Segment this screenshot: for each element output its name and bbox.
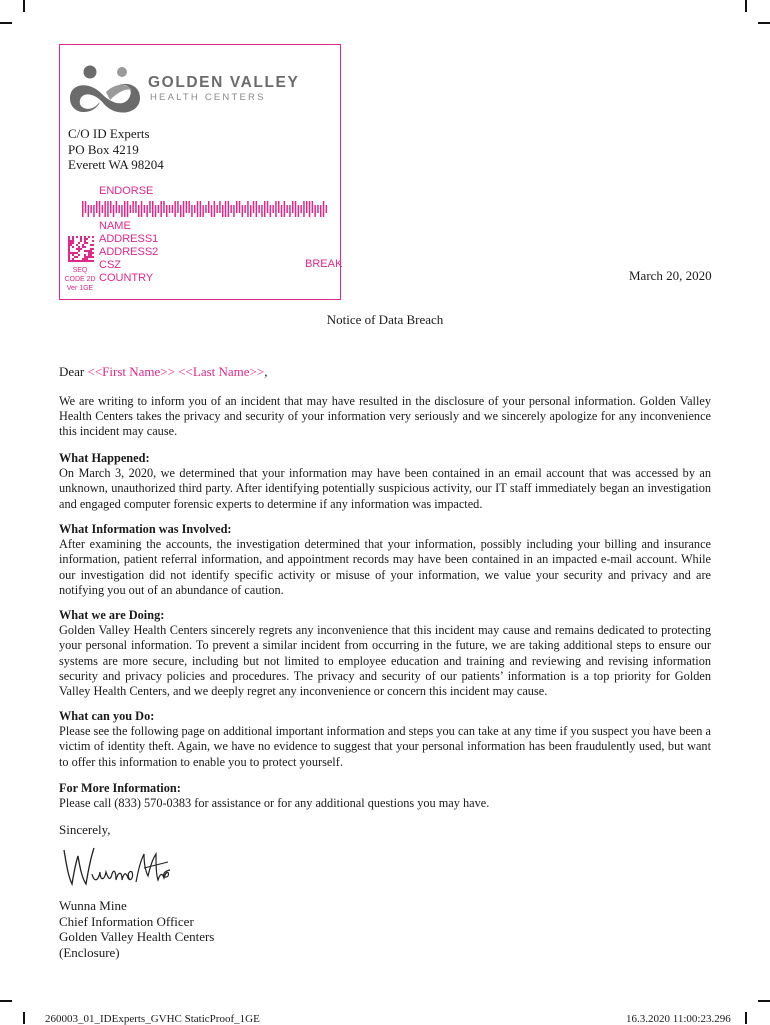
barcode-bar — [155, 205, 157, 217]
matrix-cell — [72, 242, 74, 244]
barcode-bar — [261, 205, 263, 217]
matrix-cell — [92, 252, 94, 254]
barcode-bar — [118, 205, 120, 213]
matrix-cell — [68, 244, 70, 246]
endorse-label: ENDORSE — [99, 185, 154, 197]
barcode-bar — [113, 205, 115, 217]
barcode-bar — [233, 205, 235, 217]
matrix-cell — [80, 238, 82, 240]
salutation — [59, 364, 267, 380]
barcode-bar — [102, 205, 104, 213]
matrix-cell — [80, 240, 82, 242]
matrix-cell — [88, 254, 90, 256]
matrix-cell — [84, 246, 86, 248]
barcode-bar — [281, 205, 283, 217]
barcode-bar — [222, 205, 224, 217]
matrix-cell — [68, 236, 70, 238]
barcode-bar — [169, 205, 171, 213]
matrix-cell — [92, 260, 94, 262]
matrix-cell — [82, 244, 84, 246]
recipient-line: COUNTRY — [99, 272, 154, 284]
recipient-line: ADDRESS2 — [99, 246, 159, 258]
crop-mark-top-left — [23, 0, 25, 12]
matrix-cell — [72, 252, 74, 254]
barcode-bar — [200, 201, 202, 217]
barcode-bar — [219, 201, 221, 213]
section-text: Please see the following page on additional important information and steps you can take at any time if you suspect you have been a victim of identity theft. Again, we have no evidence to suggest that your personal information has been fraudulently used, but want to offer this information to enable you to protect yourself. — [59, 724, 711, 769]
matrix-cell — [88, 252, 90, 254]
matrix-cell — [90, 250, 92, 252]
crop-mark-top-right-h — [758, 22, 770, 24]
barcode-bar — [166, 205, 168, 217]
section-text: Please call (833) 570-0383 for assistance or for any additional questions you may have. — [59, 796, 490, 811]
return-address — [68, 126, 164, 173]
barcode-bar — [211, 205, 213, 217]
barcode-bar — [172, 205, 174, 213]
matrix-cell — [78, 242, 80, 244]
enclosure-note: (Enclosure) — [59, 944, 120, 960]
crop-mark-bottom-left-h — [0, 1000, 12, 1002]
matrix-cell — [76, 260, 78, 262]
matrix-cell — [68, 248, 70, 250]
barcode-bar — [191, 205, 193, 217]
signer-title: Chief Information Officer — [59, 913, 194, 929]
barcode-bar — [93, 205, 95, 217]
recipient-line: ADDRESS1 — [99, 233, 159, 245]
matrix-cell — [84, 254, 86, 256]
barcode-bar — [267, 201, 269, 213]
barcode-bar — [116, 201, 118, 213]
matrix-cell — [92, 244, 94, 246]
matrix-cell — [68, 238, 70, 240]
barcode-bar — [286, 205, 288, 213]
golden-valley-logo-icon — [66, 62, 146, 120]
section-heading: What we are Doing: — [59, 608, 165, 622]
closing: Sincerely, — [59, 822, 111, 837]
barcode-bar — [228, 201, 230, 217]
barcode-bar — [326, 205, 328, 213]
barcode-bar — [284, 201, 286, 217]
barcode-bar — [295, 201, 297, 217]
barcode-bar — [292, 201, 294, 213]
barcode-bar — [303, 201, 305, 217]
barcode-bar — [298, 205, 300, 217]
seq-line: Ver 1GE — [66, 285, 94, 292]
barcode-bar — [135, 201, 137, 213]
matrix-cell — [80, 260, 82, 262]
crop-mark-top-left-h — [0, 22, 12, 24]
recipient-line: NAME — [99, 220, 131, 232]
barcode-bar — [160, 201, 162, 217]
letter-date: March 20, 2020 — [629, 268, 712, 283]
barcode-bar — [127, 201, 129, 217]
barcode-bar — [247, 201, 249, 217]
matrix-cell — [68, 260, 70, 262]
barcode-bar — [202, 205, 204, 217]
barcode-bar — [144, 205, 146, 213]
crop-mark-bottom-right-h — [758, 1000, 770, 1002]
matrix-cell — [88, 250, 90, 252]
seq-line: CODE 2D — [64, 276, 96, 283]
section-text: Golden Valley Health Centers sincerely regrets any inconvenience that this incident may cause and remains dedicated to protecting your personal information. To prevent a similar incident from occurring in the future, we are taking additional steps to ensure our systems are more secure, including but not limited to employee education and training and reviewing and revising information security and privacy policies and procedures. The privacy and security of our patients’ information is a top priority for Golden Valley Health Centers, and we deeply regret any inconvenience or concern this incident may cause. — [59, 623, 711, 699]
barcode-bar — [242, 205, 244, 217]
barcode-bar — [317, 205, 319, 213]
section-heading: What Information was Involved: — [59, 522, 232, 536]
section-what-can-you-do — [59, 709, 711, 770]
barcode-bar — [197, 201, 199, 217]
return-address-line: PO Box 4219 — [68, 141, 139, 157]
matrix-cell — [72, 254, 74, 256]
footer-timestamp: 16.3.2020 11:00:23.296 — [626, 1013, 731, 1025]
barcode-bar — [208, 201, 210, 213]
matrix-cell — [72, 240, 74, 242]
matrix-cell — [86, 260, 88, 262]
barcode-bar — [146, 205, 148, 217]
barcode-bar — [272, 205, 274, 213]
matrix-cell — [70, 242, 72, 244]
matrix-cell — [68, 252, 70, 254]
postal-barcode — [82, 201, 328, 217]
matrix-cell — [68, 242, 70, 244]
barcode-bar — [124, 201, 126, 217]
matrix-cell — [76, 248, 78, 250]
barcode-bar — [239, 201, 241, 213]
matrix-cell — [74, 252, 76, 254]
barcode-bar — [314, 205, 316, 217]
signer-name: Wunna Mine — [59, 898, 127, 913]
matrix-cell — [76, 252, 78, 254]
barcode-bar — [214, 201, 216, 217]
matrix-cell — [92, 236, 94, 238]
crop-mark-bottom-left — [23, 1012, 25, 1024]
matrix-cell — [68, 246, 70, 248]
barcode-bar — [256, 201, 258, 217]
section-what-we-are-doing — [59, 608, 711, 699]
matrix-cell — [86, 258, 88, 260]
matrix-cell — [74, 256, 76, 258]
crop-mark-bottom-right — [745, 1012, 747, 1024]
matrix-cell — [70, 244, 72, 246]
section-more-information — [59, 781, 711, 811]
matrix-cell — [90, 260, 92, 262]
barcode-bar — [244, 205, 246, 213]
matrix-cell — [68, 240, 70, 242]
matrix-cell — [88, 260, 90, 262]
matrix-cell — [86, 238, 88, 240]
section-heading: What Happened: — [59, 451, 150, 465]
matrix-cell — [84, 250, 86, 252]
crop-mark-top-right — [745, 0, 747, 12]
barcode-bar — [107, 201, 109, 217]
matrix-cell — [68, 254, 70, 256]
barcode-bar — [85, 201, 87, 213]
matrix-cell — [90, 256, 92, 258]
barcode-bar — [230, 205, 232, 213]
barcode-bar — [264, 201, 266, 217]
matrix-cell — [90, 248, 92, 250]
barcode-bar — [312, 201, 314, 213]
barcode-bar — [236, 201, 238, 213]
matrix-cell — [68, 258, 70, 260]
barcode-bar — [152, 201, 154, 217]
barcode-bar — [138, 205, 140, 217]
barcode-bar — [225, 201, 227, 217]
matrix-cell — [88, 256, 90, 258]
matrix-cell — [70, 240, 72, 242]
barcode-bar — [158, 205, 160, 213]
matrix-cell — [72, 236, 74, 238]
section-heading: For More Information: — [59, 781, 181, 795]
matrix-cell — [76, 244, 78, 246]
barcode-bar — [121, 205, 123, 217]
logo-subtitle: HEALTH CENTERS — [150, 92, 266, 103]
barcode-bar — [188, 201, 190, 213]
footer-job-id: 260003_01_IDExperts_GVHC StaticProof_1GE — [45, 1013, 260, 1025]
barcode-bar — [323, 201, 325, 217]
matrix-cell — [84, 260, 86, 262]
matrix-cell — [78, 250, 80, 252]
matrix-cell — [84, 238, 86, 240]
barcode-bar — [270, 205, 272, 217]
matrix-cell — [84, 258, 86, 260]
matrix-cell — [92, 248, 94, 250]
recipient-line: CSZ — [99, 259, 121, 271]
salutation-prefix: Dear — [59, 364, 88, 379]
barcode-bar — [141, 201, 143, 217]
matrix-cell — [86, 242, 88, 244]
matrix-cell — [84, 256, 86, 258]
matrix-cell — [78, 254, 80, 256]
matrix-cell — [76, 256, 78, 258]
matrix-cell — [92, 256, 94, 258]
matrix-cell — [68, 256, 70, 258]
barcode-bar — [149, 201, 151, 213]
matrix-cell — [90, 252, 92, 254]
matrix-cell — [78, 246, 80, 248]
barcode-bar — [194, 205, 196, 213]
matrix-cell — [86, 256, 88, 258]
matrix-cell — [86, 250, 88, 252]
barcode-bar — [216, 205, 218, 213]
barcode-bar — [205, 205, 207, 213]
matrix-cell — [92, 240, 94, 242]
matrix-cell — [84, 242, 86, 244]
letter-subject: Notice of Data Breach — [326, 312, 444, 327]
matrix-cell — [80, 236, 82, 238]
matrix-cell — [90, 244, 92, 246]
barcode-bar — [96, 201, 98, 213]
barcode-bar — [250, 205, 252, 217]
barcode-bar — [90, 205, 92, 213]
name-placeholders: <<First Name>> <<Last Name>> — [87, 364, 265, 379]
section-text: On March 3, 2020, we determined that your information may have been contained in an email account that was accessed by an unknown, unauthorized third party. After identifying potentially suspicious activity, our IT staff immediately began an investigation and engaged computer forensic experts to determine if any information was impacted. — [59, 466, 711, 511]
matrix-cell — [72, 260, 74, 262]
barcode-bar — [253, 201, 255, 213]
break-label: BREAK — [305, 258, 343, 270]
matrix-cell — [84, 236, 86, 238]
matrix-cell — [82, 258, 84, 260]
intro-paragraph: We are writing to inform you of an incident that may have resulted in the disclosure of your personal information. Golden Valley Health Centers takes the privacy and security of your information very seriously and we sincerely apologize for any inconvenience this incident may cause. — [59, 394, 711, 439]
barcode-bar — [186, 201, 188, 213]
matrix-cell — [70, 260, 72, 262]
matrix-cell — [78, 260, 80, 262]
matrix-cell — [72, 258, 74, 260]
matrix-cell — [70, 252, 72, 254]
2d-matrix-code — [68, 236, 94, 262]
barcode-bar — [320, 205, 322, 217]
barcode-bar — [130, 205, 132, 213]
recipient-address — [99, 220, 158, 285]
section-text: After examining the accounts, the investigation determined that your information, possibly including your billing and insurance information, patient referral information, and appointment records may have been contained in an impacted e-mail account. While our investigation did not identify specific activity or misuse of your information, we value your security and privacy and are notifying you out of an abundance of caution. — [59, 537, 711, 597]
barcode-bar — [82, 201, 84, 217]
barcode-bar — [88, 205, 90, 217]
handwritten-signature — [60, 842, 172, 890]
barcode-bar — [99, 201, 101, 217]
return-address-line: C/O ID Experts — [68, 126, 150, 141]
barcode-bar — [278, 201, 280, 213]
matrix-cell — [76, 236, 78, 238]
matrix-cell — [78, 248, 80, 250]
matrix-cell — [84, 240, 86, 242]
matrix-cell — [82, 260, 84, 262]
barcode-bar — [306, 201, 308, 213]
barcode-bar — [110, 201, 112, 213]
logo-name: GOLDEN VALLEY — [148, 74, 300, 91]
matrix-cell — [88, 236, 90, 238]
matrix-cell — [82, 246, 84, 248]
matrix-cell — [72, 246, 74, 248]
barcode-bar — [309, 201, 311, 217]
barcode-bar — [132, 201, 134, 213]
return-address-line: Everett WA 98204 — [68, 157, 164, 172]
matrix-cell — [68, 250, 70, 252]
matrix-cell — [74, 260, 76, 262]
section-heading: What can you Do: — [59, 709, 155, 723]
barcode-bar — [163, 201, 165, 213]
barcode-bar — [258, 205, 260, 213]
sequence-code — [63, 266, 97, 293]
matrix-cell — [90, 254, 92, 256]
salutation-suffix: , — [264, 364, 268, 379]
barcode-bar — [289, 205, 291, 217]
barcode-bar — [177, 201, 179, 213]
section-information-involved — [59, 522, 711, 598]
seq-line: SEQ — [72, 267, 88, 274]
barcode-bar — [180, 205, 182, 217]
matrix-cell — [72, 238, 74, 240]
matrix-cell — [80, 248, 82, 250]
barcode-bar — [104, 201, 106, 217]
barcode-bar — [275, 201, 277, 217]
barcode-bar — [174, 201, 176, 217]
section-what-happened — [59, 451, 711, 512]
barcode-bar — [300, 205, 302, 213]
signer-block — [59, 898, 214, 960]
signer-organization: Golden Valley Health Centers — [59, 929, 215, 944]
barcode-bar — [183, 201, 185, 217]
